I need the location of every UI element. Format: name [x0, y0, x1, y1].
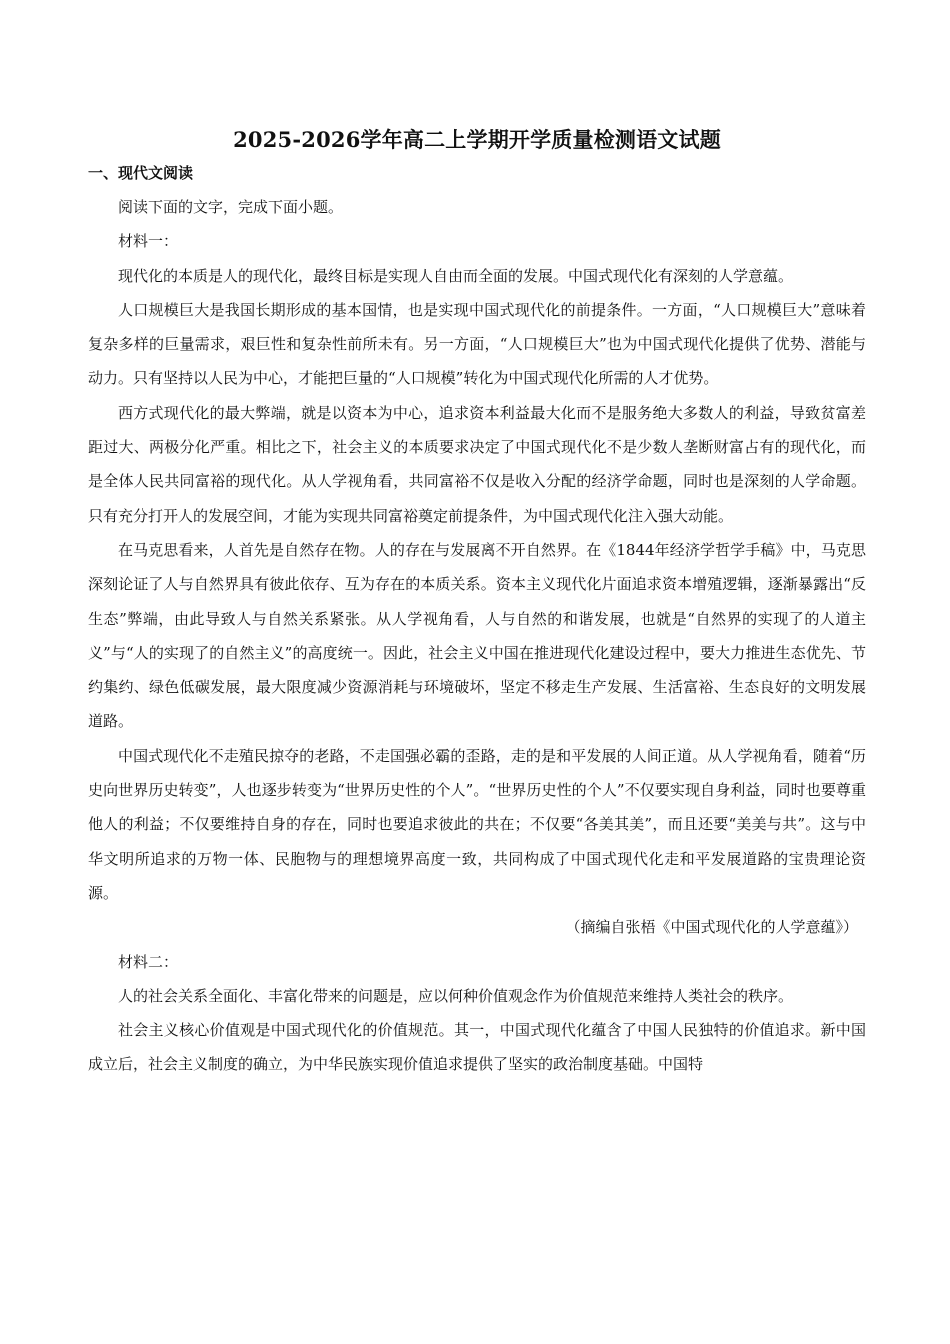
section-heading: 一、现代文阅读: [88, 164, 194, 182]
document-title: 2025-2026学年高二上学期开学质量检测语文试题: [233, 127, 721, 152]
instruction-text: 阅读下面的文字，完成下面小题。: [118, 198, 344, 216]
material-one-paragraph: 现代化的本质是人的现代化，最终目标是实现人自由而全面的发展。中国式现代化有深刻的人学意蕴。: [118, 266, 794, 285]
material-one-paragraph: 人口规模巨大是我国长期形成的基本国情，也是实现中国式现代化的前提条件。一方面，“人口规模巨大”意味着复杂多样的巨量需求，艰巨性和复杂性前所未有。另一方面，“人口规模巨大”也为中国式现代化提供了优势、潜能与动力。只有坚持以人民为中心，才能把巨量的“人口规模”转化为中国式现代化所需的人才优势。: [88, 300, 866, 388]
material-one-source: （摘编自张梧《中国式现代化的人学意蕴》）: [565, 918, 858, 937]
material-one-paragraph: 在马克思看来，人首先是自然存在物。人的存在与发展离不开自然界。在《1844年经济学哲学手稿》中，马克思深刻论证了人与自然界具有彼此依存、互为存在的本质关系。资本主义现代化片面追求资本增殖逻辑，逐渐暴露出“反生态”弊端，由此导致人与自然关系紧张。从人学视角看，人与自然的和谐发展，也就是“自然界的实现了的人道主义”与“人的实现了的自然主义”的高度统一。因此，社会主义中国在推进现代化建设过程中，要大力推进生态优先、节约集约、绿色低碳发展，最大限度减少资源消耗与环境破坏，坚定不移走生产发展、生活富裕、生态良好的文明发展道路。: [88, 540, 866, 731]
material-one-label: 材料一：: [118, 232, 179, 251]
material-two-label: 材料二：: [118, 952, 179, 971]
material-one-paragraph: 中国式现代化不走殖民掠夺的老路，不走国强必霸的歪路，走的是和平发展的人间正道。从人学视角看，随着“历史向世界历史转变”，人也逐步转变为“世界历史性的个人”。“世界历史性的个人”不仅要实现自身利益，同时也要尊重他人的利益；不仅要维持自身的存在，同时也要追求彼此的共在；不仅要“各美其美”，而且还要“美美与共”。这与中华文明所追求的万物一体、民胞物与的理想境界高度一致，共同构成了中国式现代化走和平发展道路的宝贵理论资源。: [88, 746, 866, 902]
material-two-paragraph: 人的社会关系全面化、丰富化带来的问题是，应以何种价值观念作为价值规范来维持人类社会的秩序。: [118, 986, 794, 1005]
material-one-paragraph: 西方式现代化的最大弊端，就是以资本为中心，追求资本利益最大化而不是服务绝大多数人的利益，导致贫富差距过大、两极分化严重。相比之下，社会主义的本质要求决定了中国式现代化不是少数人垄断财富占有的现代化，而是全体人民共同富裕的现代化。从人学视角看，共同富裕不仅是收入分配的经济学命题，同时也是深刻的人学命题。只有充分打开人的发展空间，才能为实现共同富裕奠定前提条件，为中国式现代化注入强大动能。: [88, 403, 866, 525]
document-page: [88, 120, 866, 1082]
material-two-paragraph: 社会主义核心价值观是中国式现代化的价值规范。其一，中国式现代化蕴含了中国人民独特的价值追求。新中国成立后，社会主义制度的确立，为中华民族实现价值追求提供了坚实的政治制度基础。中国特: [88, 1021, 866, 1074]
